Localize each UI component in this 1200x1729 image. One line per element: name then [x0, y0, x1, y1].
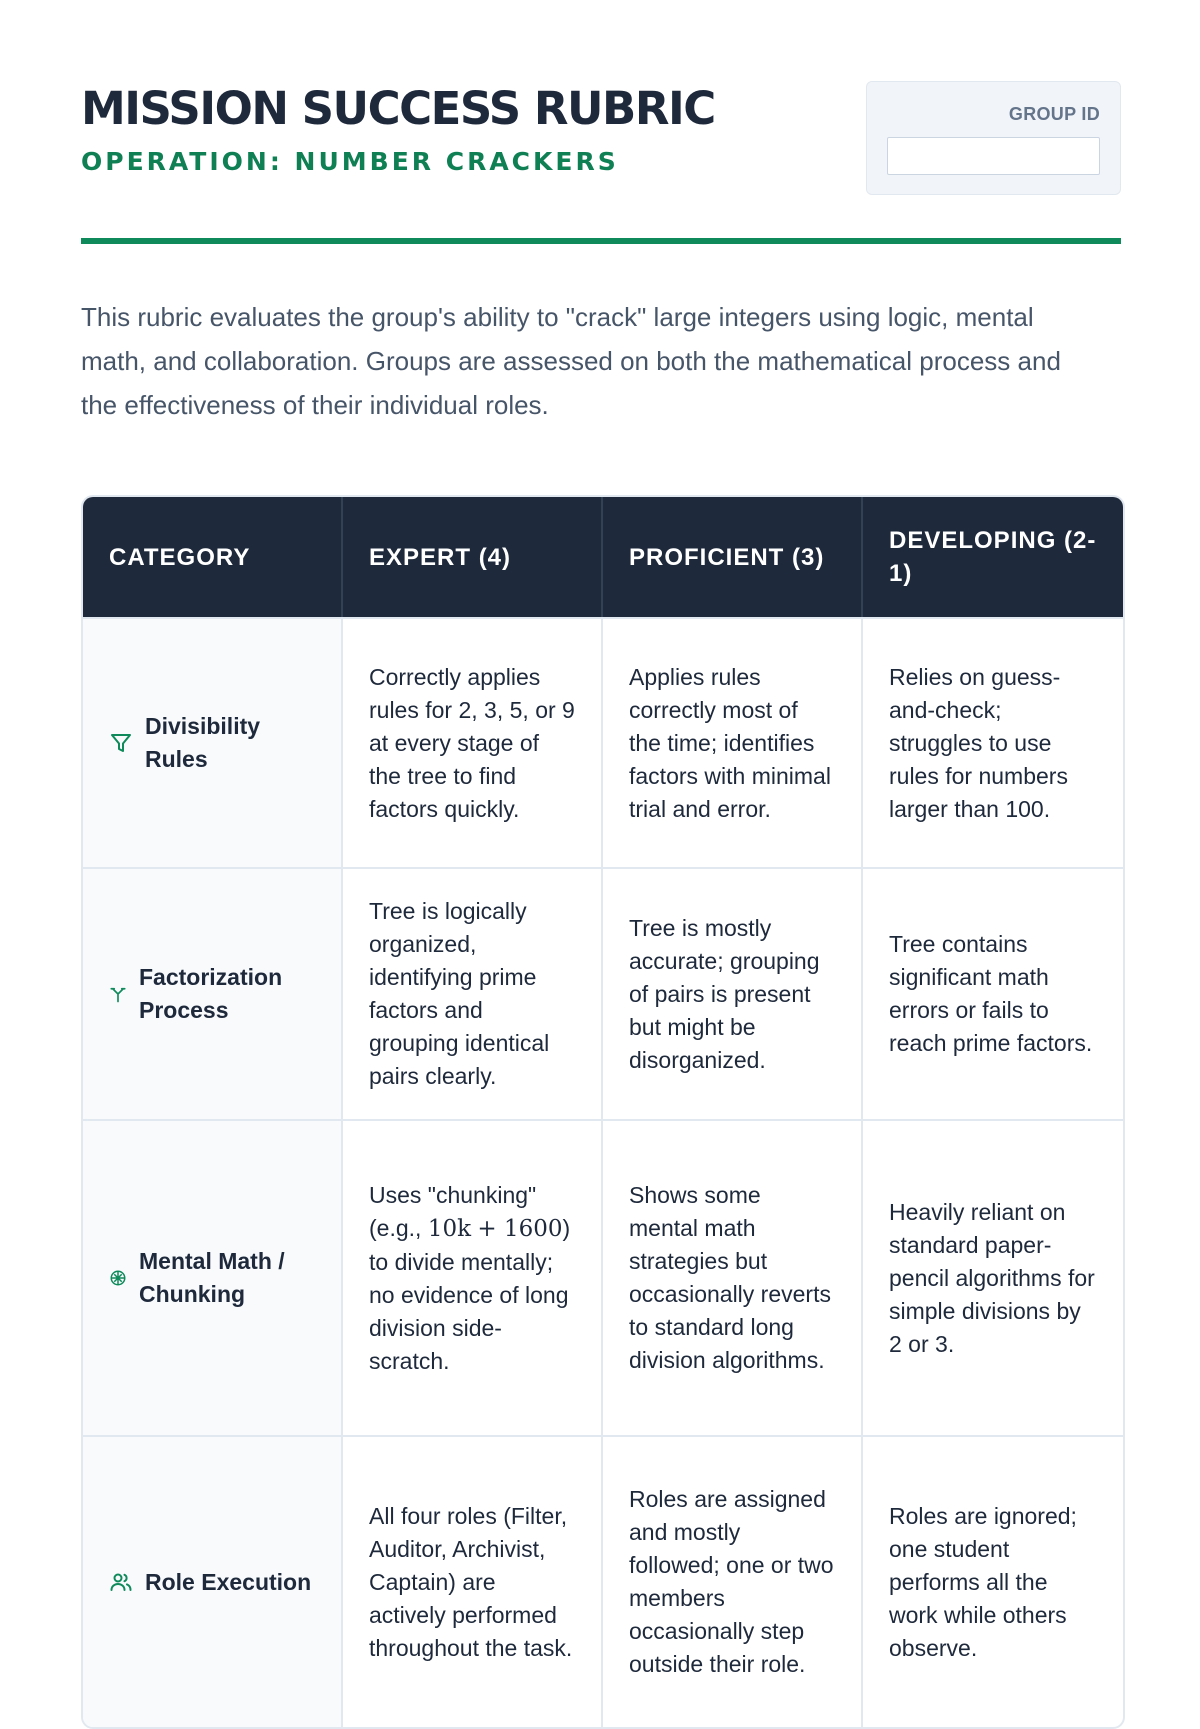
category-cell: [83, 869, 343, 1119]
filter-icon: [109, 731, 133, 755]
category-label: Divisibility Rules: [145, 713, 261, 772]
table-header-row: [83, 497, 1123, 617]
developing-cell: Roles are ignored; one student performs all the work while others observe.: [889, 1502, 1077, 1661]
header-divider: [81, 238, 1121, 244]
proficient-cell: Tree is mostly accurate; grouping of pairs is present but might be disorganized.: [603, 869, 863, 1119]
rubric-table: [81, 495, 1125, 1729]
table-row: [83, 1435, 1123, 1727]
proficient-cell: Applies rules correctly most of the time; identifies factors with minimal trial and error.: [603, 619, 863, 867]
page-title: MISSION SUCCESS RUBRIC: [81, 82, 715, 135]
proficient-cell: Roles are assigned and mostly followed; one or two members occasionally step outside their role.: [603, 1437, 863, 1727]
table-row: [83, 867, 1123, 1119]
expert-cell: [343, 1121, 603, 1435]
category-label: Role Execution: [145, 1568, 312, 1595]
developing-cell: Relies on guess-and-check; struggles to use rules for numbers larger than 100.: [889, 663, 1068, 822]
table-row: [83, 1119, 1123, 1435]
expert-cell: Correctly applies rules for 2, 3, 5, or 9 at every stage of the tree to find factors quickly.: [343, 619, 603, 867]
category-cell: [83, 619, 343, 867]
developing-cell: Heavily reliant on standard paper-pencil algorithms for simple divisions by 2 or 3.: [889, 1198, 1095, 1357]
header-developing: DEVELOPING (2-1): [889, 527, 1097, 587]
category-label: Factorization Process: [139, 964, 283, 1023]
developing-cell: Tree contains significant math errors or fails to reach prime factors.: [889, 931, 1093, 1056]
group-id-input[interactable]: [887, 137, 1100, 175]
table-row: [83, 617, 1123, 867]
users-icon: [109, 1570, 133, 1594]
group-id-label: GROUP ID: [1008, 104, 1100, 124]
intro-paragraph: This rubric evaluates the group's ability to "crack" large integers using logic, mental math, and collaboration. Groups are assessed on both the mathematical process and the effectiveness of their individual roles.: [81, 302, 1061, 420]
header-expert: EXPERT (4): [343, 497, 603, 617]
expert-cell: All four roles (Filter, Auditor, Archivist, Captain) are actively performed throughout the task.: [343, 1437, 603, 1727]
math-expression: + 1600: [477, 1215, 563, 1242]
category-cell: [83, 1437, 343, 1727]
header-proficient: PROFICIENT (3): [603, 497, 863, 617]
category-cell: [83, 1121, 343, 1435]
page-header: [81, 0, 1121, 245]
proficient-cell: Shows some mental math strategies but occasionally reverts to standard long division algorithms.: [603, 1121, 863, 1435]
expert-text: Uses "chunking" (e.g., 10k + 1600) to divide mentally; no evidence of long division side-scratch.: [369, 1181, 571, 1374]
expert-cell: Tree is logically organized, identifying prime factors and grouping identical pairs clearly.: [343, 869, 603, 1119]
math-expression: 10k: [427, 1215, 472, 1242]
brain-icon: [109, 1269, 127, 1287]
group-id-box: [866, 81, 1121, 195]
branch-icon: [109, 985, 127, 1003]
page-subtitle: OPERATION: NUMBER CRACKERS: [81, 147, 619, 176]
header-category: CATEGORY: [83, 497, 343, 617]
category-label: Mental Math / Chunking: [139, 1248, 285, 1307]
rubric-page: [81, 0, 1121, 1677]
